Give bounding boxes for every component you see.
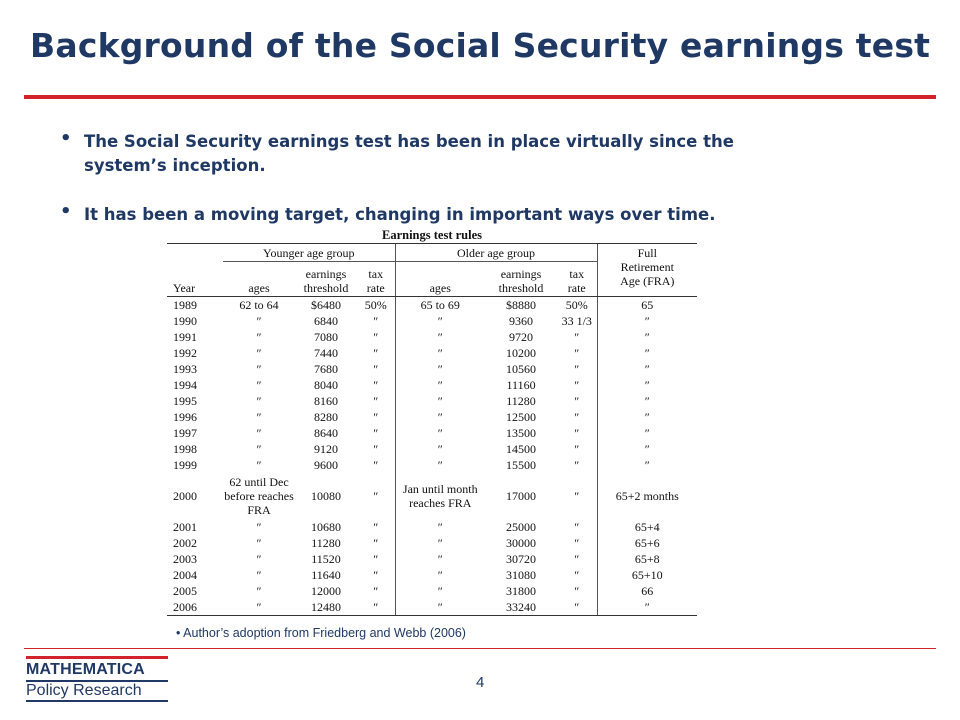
bullet-item (60, 203, 820, 227)
row-older-ages: ″ (395, 519, 485, 535)
row-older-taxrate: ″ (574, 458, 580, 472)
row-fra: 65+6 (597, 535, 697, 551)
row-younger-taxrate: ″ (373, 442, 379, 456)
row-older-taxrate: ″ (574, 362, 580, 376)
table-row (167, 297, 697, 314)
row-fra: 65 (597, 297, 697, 314)
row-older-ages: ″ (395, 361, 485, 377)
footer-divider (24, 648, 936, 649)
header-older-group: Older age group (395, 244, 597, 262)
row-year: 1999 (173, 458, 197, 472)
row-year: 2000 (173, 489, 197, 503)
row-younger-ages: ″ (256, 584, 262, 598)
table-body (167, 297, 697, 616)
row-younger-threshold: $6480 (311, 298, 341, 312)
row-older-taxrate: ″ (574, 346, 580, 360)
row-younger-taxrate: ″ (373, 520, 379, 534)
row-younger-taxrate: ″ (373, 314, 379, 328)
header-threshold (295, 262, 357, 297)
row-younger-threshold: 7680 (314, 362, 338, 376)
row-older-ages: ″ (395, 441, 485, 457)
row-younger-ages: ″ (256, 346, 262, 360)
row-older-threshold: 25000 (506, 520, 537, 534)
table-caption: Earnings test rules (382, 228, 482, 242)
row-younger-taxrate: ″ (373, 346, 379, 360)
row-younger-taxrate: ″ (373, 330, 379, 344)
row-older-taxrate: ″ (574, 410, 580, 424)
row-younger-ages: ″ (256, 394, 262, 408)
bullet-text: It has been a moving target, changing in important ways over time. (84, 205, 716, 224)
row-fra: ″ (597, 361, 697, 377)
row-younger-threshold: 11640 (311, 568, 341, 582)
row-fra: 65+2 months (597, 473, 697, 519)
earnings-test-table (167, 227, 697, 615)
bullet-item (60, 130, 820, 178)
row-younger-threshold: 9120 (314, 442, 338, 456)
row-older-threshold: 17000 (506, 489, 537, 503)
logo-bar (26, 656, 168, 659)
header-taxrate-line: tax (569, 267, 585, 281)
row-younger-taxrate: ″ (373, 584, 379, 598)
row-younger-ages: ″ (256, 314, 262, 328)
row-older-ages: ″ (395, 425, 485, 441)
table-row (167, 567, 697, 583)
row-younger-threshold: 9600 (314, 458, 338, 472)
row-older-threshold: 31800 (506, 584, 537, 598)
row-year: 1995 (173, 394, 197, 408)
row-fra: ″ (597, 377, 697, 393)
row-younger-taxrate: ″ (373, 552, 379, 566)
header-taxrate (557, 262, 597, 297)
header-threshold-line: earnings (305, 267, 347, 281)
row-older-taxrate: ″ (574, 536, 580, 550)
header-fra-line: Age (FRA) (620, 274, 675, 288)
table-row (167, 441, 697, 457)
row-younger-taxrate: ″ (373, 394, 379, 408)
row-older-taxrate: ″ (574, 394, 580, 408)
row-younger-threshold: 8040 (314, 378, 338, 392)
row-older-taxrate: ″ (574, 426, 580, 440)
row-fra: ″ (597, 599, 697, 616)
header-taxrate-line: tax (368, 267, 384, 281)
row-older-taxrate: ″ (574, 378, 580, 392)
row-older-taxrate: ″ (557, 599, 597, 616)
page-number: 4 (476, 674, 485, 691)
row-fra: ″ (597, 329, 697, 345)
row-older-threshold: 10200 (506, 346, 537, 360)
row-older-ages: ″ (395, 377, 485, 393)
row-older-ages: ″ (395, 583, 485, 599)
row-older-threshold: 11280 (506, 394, 536, 408)
row-younger-ages: ″ (256, 426, 262, 440)
row-older-threshold: 33240 (485, 599, 557, 616)
row-older-threshold: 9720 (509, 330, 534, 344)
row-younger-ages: ″ (256, 520, 262, 534)
row-year: 1992 (173, 346, 197, 360)
row-year: 1991 (173, 330, 197, 344)
header-taxrate-line: rate (567, 281, 586, 295)
table-row (167, 551, 697, 567)
rules-table (167, 243, 697, 616)
header-ages: ages (223, 262, 295, 297)
table-row (167, 535, 697, 551)
row-older-taxrate: ″ (574, 584, 580, 598)
row-older-ages: ″ (395, 457, 485, 473)
row-older-ages: Jan until month reaches FRA (395, 473, 485, 519)
row-year: 2002 (173, 536, 197, 550)
table-row (167, 377, 697, 393)
row-younger-threshold: 10080 (311, 489, 341, 503)
row-older-threshold: 15500 (506, 458, 537, 472)
mathematica-logo (26, 656, 172, 702)
row-younger-taxrate: ″ (373, 536, 379, 550)
header-year-spacer (167, 244, 223, 262)
row-year: 1996 (173, 410, 197, 424)
table-row (167, 457, 697, 473)
row-year: 2003 (173, 552, 197, 566)
row-year: 1993 (173, 362, 197, 376)
row-younger-ages: ″ (256, 362, 262, 376)
header-taxrate (357, 262, 395, 297)
header-younger-group: Younger age group (223, 244, 395, 262)
table-row (167, 361, 697, 377)
row-year: 2006 (167, 599, 223, 616)
title-divider (24, 95, 936, 99)
row-older-taxrate: ″ (574, 520, 580, 534)
table-row (167, 409, 697, 425)
header-fra-line: Retirement (620, 260, 674, 274)
row-younger-threshold: 7080 (314, 330, 338, 344)
logo-line-2: Policy Research (26, 682, 142, 699)
row-older-ages: ″ (395, 329, 485, 345)
row-younger-ages: ″ (256, 410, 262, 424)
row-older-taxrate: 50% (565, 298, 588, 312)
row-younger-ages: ″ (223, 599, 295, 616)
row-older-threshold: 12500 (506, 410, 537, 424)
bullet-dot-icon: • (60, 201, 72, 222)
row-fra: 65+8 (597, 551, 697, 567)
row-younger-taxrate: ″ (373, 378, 379, 392)
row-year: 2001 (173, 520, 197, 534)
row-older-ages: ″ (395, 535, 485, 551)
row-younger-threshold: 8280 (314, 410, 338, 424)
row-year: 1994 (173, 378, 197, 392)
row-older-threshold: 13500 (506, 426, 537, 440)
row-younger-threshold: 11280 (311, 536, 341, 550)
row-fra: ″ (597, 393, 697, 409)
row-older-ages: ″ (395, 551, 485, 567)
bullet-text: The Social Security earnings test has been in place virtually since the system’s inception. (84, 132, 734, 175)
row-younger-threshold: 8160 (314, 394, 338, 408)
header-fra-line: Full (637, 246, 657, 260)
row-older-ages: ″ (395, 345, 485, 361)
row-fra: ″ (597, 457, 697, 473)
row-older-threshold: 14500 (506, 442, 537, 456)
row-older-threshold: 10560 (506, 362, 537, 376)
row-older-ages: ″ (395, 393, 485, 409)
row-year: 1989 (173, 298, 197, 312)
row-older-threshold: 31080 (506, 568, 537, 582)
row-year: 1990 (173, 314, 197, 328)
logo-bar (26, 700, 168, 702)
row-younger-taxrate: ″ (373, 410, 379, 424)
row-older-threshold: $8880 (506, 298, 537, 312)
row-older-ages: ″ (395, 567, 485, 583)
table-row (167, 473, 697, 519)
row-younger-taxrate: ″ (357, 599, 395, 616)
logo-line-1: MATHEMATICA (26, 661, 145, 678)
row-younger-ages: ″ (256, 536, 262, 550)
row-year: 1997 (173, 426, 197, 440)
row-younger-threshold: 7440 (314, 346, 338, 360)
row-year: 1998 (173, 442, 197, 456)
row-younger-threshold: 12480 (295, 599, 357, 616)
row-year: 2005 (173, 584, 197, 598)
row-fra: 65+10 (597, 567, 697, 583)
header-taxrate-line: rate (366, 281, 385, 295)
header-fra (597, 244, 697, 297)
row-older-threshold: 11160 (506, 378, 536, 392)
row-younger-ages: ″ (256, 458, 262, 472)
row-older-taxrate: ″ (574, 568, 580, 582)
row-fra: 65+4 (597, 519, 697, 535)
row-younger-taxrate: ″ (373, 489, 379, 503)
row-younger-ages: ″ (256, 330, 262, 344)
row-younger-taxrate: ″ (373, 458, 379, 472)
table-row (167, 599, 697, 616)
row-younger-taxrate: ″ (373, 568, 379, 582)
row-younger-ages: 62 to 64 (239, 298, 279, 312)
table-row (167, 313, 697, 329)
header-year: Year (167, 262, 223, 297)
table-row (167, 345, 697, 361)
row-younger-ages: ″ (256, 568, 262, 582)
row-younger-taxrate: ″ (373, 362, 379, 376)
row-older-taxrate: ″ (574, 552, 580, 566)
header-threshold-line: earnings (500, 267, 542, 281)
header-threshold-line: threshold (303, 281, 349, 295)
header-threshold (485, 262, 557, 297)
table-row (167, 519, 697, 535)
table-row (167, 425, 697, 441)
row-younger-ages: ″ (256, 552, 262, 566)
row-older-ages: 65 to 69 (395, 297, 485, 314)
header-threshold-line: threshold (498, 281, 544, 295)
row-fra: ″ (597, 345, 697, 361)
row-fra: ″ (597, 409, 697, 425)
row-younger-ages: 62 until Dec before reaches FRA (224, 475, 294, 517)
row-older-threshold: 9360 (509, 314, 534, 328)
row-younger-ages: ″ (256, 378, 262, 392)
row-younger-taxrate: ″ (373, 426, 379, 440)
table-row (167, 583, 697, 599)
row-younger-threshold: 6840 (314, 314, 338, 328)
row-younger-threshold: 11520 (311, 552, 341, 566)
bullet-dot-icon: • (60, 128, 72, 149)
row-younger-threshold: 8640 (314, 426, 338, 440)
source-note: • Author’s adoption from Friedberg and Webb (2006) (176, 626, 466, 640)
table-row (167, 329, 697, 345)
slide-title: Background of the Social Security earnings test (30, 26, 931, 65)
row-older-ages: ″ (395, 313, 485, 329)
row-younger-ages: ″ (256, 442, 262, 456)
row-fra: ″ (597, 441, 697, 457)
row-older-taxrate: 33 1/3 (561, 314, 592, 328)
row-younger-taxrate: 50% (364, 298, 387, 312)
row-older-taxrate: ″ (574, 442, 580, 456)
row-older-ages: ″ (395, 599, 485, 616)
row-older-taxrate: ″ (574, 330, 580, 344)
row-older-threshold: 30720 (506, 552, 537, 566)
row-fra: ″ (597, 313, 697, 329)
row-younger-threshold: 12000 (311, 584, 341, 598)
row-older-ages: ″ (395, 409, 485, 425)
table-row (167, 393, 697, 409)
row-younger-threshold: 10680 (311, 520, 341, 534)
header-ages: ages (395, 262, 485, 297)
row-fra: ″ (597, 425, 697, 441)
row-year: 2004 (173, 568, 197, 582)
row-older-taxrate: ″ (574, 489, 580, 503)
row-older-threshold: 30000 (506, 536, 537, 550)
row-fra: 66 (597, 583, 697, 599)
